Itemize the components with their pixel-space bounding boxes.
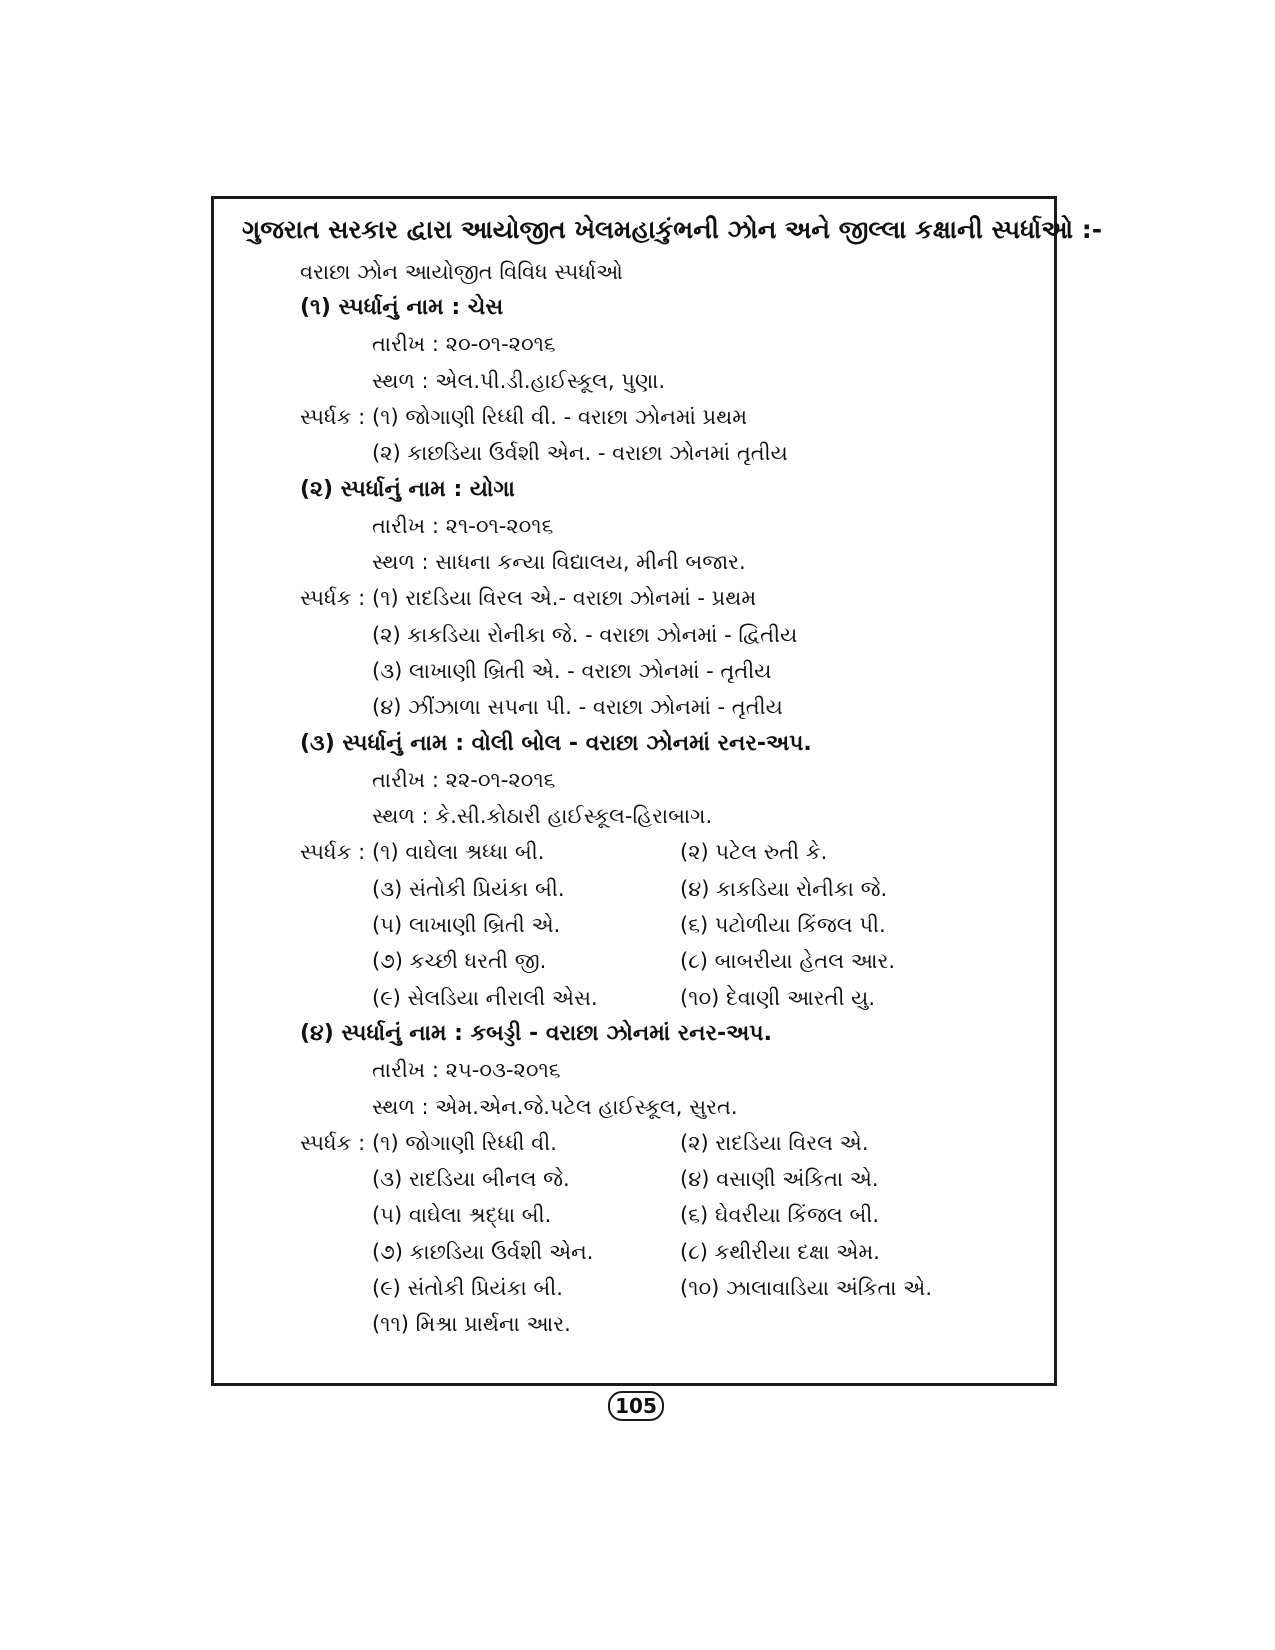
participant-entry: (૪) વસાણી અંકિતા એ. [680, 1167, 879, 1191]
participant-entry: (૨) રાદડિયા વિરલ એ. [680, 1131, 869, 1155]
participant-entry: (૮) બાબરીયા હેતલ આર. [680, 949, 896, 973]
participant-entry: (૪) કાકડિયા રોનીકા જે. [680, 877, 888, 901]
section-heading: (૩) સ્પર્ધાનું નામ : વોલી બોલ - વરાછા ઝોનમાં રનર-અપ. [300, 731, 812, 756]
participant-entry: (૧) જોગાણી રિધ્ધી વી. [372, 1131, 557, 1155]
participant-entry: (૯) સેલડિયા નીરાલી એસ. [372, 986, 598, 1010]
participant-entry: (૨) કાકડિયા રોનીકા જે. - વરાછા ઝોનમાં - દ્વિતીય [372, 623, 798, 647]
participant-entry: (૮) કથીરીયા દક્ષા એમ. [680, 1240, 880, 1264]
participant-entry: (૪) ઝીંઝાળા સપના પી. - વરાછા ઝોનમાં - તૃતીય [372, 695, 783, 719]
section-date: તારીખ : ૨૫-૦૩-૨૦૧૬ [372, 1058, 561, 1082]
section-heading: (૪) સ્પર્ધાનું નામ : કબડ્ડી - વરાછા ઝોનમાં રનર-અપ. [300, 1021, 772, 1046]
participant-entry: (૩) રાદડિયા બીનલ જે. [372, 1167, 570, 1191]
section-place: સ્થળ : સાધના કન્યા વિદ્યાલય, મીની બજાર. [372, 550, 746, 574]
section-date: તારીખ : ૨૧-૦૧-૨૦૧૬ [372, 514, 554, 538]
section-date: તારીખ : ૨૨-૦૧-૨૦૧૬ [372, 768, 556, 792]
participant-entry: (૩) સંતોકી પ્રિયંકા બી. [372, 877, 565, 901]
participant-entry: (૭) કચ્છી ધરતી જી. [372, 949, 547, 973]
participant-entry: (૬) ઘેવરીયા કિંજલ બી. [680, 1203, 880, 1227]
participant-entry: (૫) લાખાણી બ્રિતી એ. [372, 913, 561, 937]
participant-entry: (૨) પટેલ રુતી કે. [680, 840, 828, 864]
participant-entry: (૯) સંતોકી પ્રિયંકા બી. [372, 1276, 563, 1300]
participant-entry: (૫) વાઘેલા શ્રદ્ધા બી. [372, 1203, 552, 1227]
participants-label: સ્પર્ધક : [300, 586, 366, 610]
participant-entry: (૧) રાદડિયા વિરલ એ.- વરાછા ઝોનમાં - પ્રથમ [372, 586, 757, 610]
participants-label: સ્પર્ધક : [300, 1131, 366, 1155]
section-place: સ્થળ : એમ.એન.જે.પટેલ હાઈસ્કૂલ, સુરત. [372, 1095, 738, 1119]
participant-entry: (૧) જોગાણી રિધ્ધી વી. - વરાછા ઝોનમાં પ્રથમ [372, 405, 748, 429]
participant-entry: (૬) પટોળીયા કિંજલ પી. [680, 913, 886, 937]
participant-entry: (૨) કાછડિયા ઉર્વશી એન. - વરાછા ઝોનમાં તૃતીય [372, 441, 788, 465]
participant-entry: (૧૦) ઝાલાવાડિયા અંકિતા એ. [680, 1276, 933, 1300]
participant-entry: (૭) કાછડિયા ઉર્વશી એન. [372, 1240, 594, 1264]
section-place: સ્થળ : કે.સી.કોઠારી હાઈસ્કૂલ-હિરાબાગ. [372, 804, 713, 828]
participant-entry: (૩) લાખાણી બ્રિતી એ. - વરાછા ઝોનમાં - તૃતીય [372, 659, 772, 683]
page-subtitle: વરાછા ઝોન આયોજીત વિવિધ સ્પર્ધાઓ [300, 260, 623, 284]
section-heading: (૧) સ્પર્ધાનું નામ : ચેસ [300, 295, 504, 320]
section-date: તારીખ : ૨૦-૦૧-૨૦૧૬ [372, 332, 556, 356]
section-heading: (૨) સ્પર્ધાનું નામ : યોગા [300, 477, 515, 502]
page-number: 105 [608, 1391, 664, 1421]
participants-label: સ્પર્ધક : [300, 405, 366, 429]
participant-entry: (૧૦) દેવાણી આરતી યુ. [680, 986, 876, 1010]
section-place: સ્થળ : એલ.પી.ડી.હાઈસ્કૂલ, પુણા. [372, 369, 666, 393]
participants-label: સ્પર્ધક : [300, 840, 366, 864]
participant-entry: (૧) વાઘેલા શ્રધ્ધા બી. [372, 840, 545, 864]
page-title: ગુજરાત સરકાર દ્વારા આયોજીત ખેલમહાકુંભની ઝોન અને જીલ્લા કક્ષાની સ્પર્ધાઓ :- [242, 215, 1103, 244]
participant-entry: (૧૧) મિશ્રા પ્રાર્થના આર. [372, 1312, 571, 1336]
